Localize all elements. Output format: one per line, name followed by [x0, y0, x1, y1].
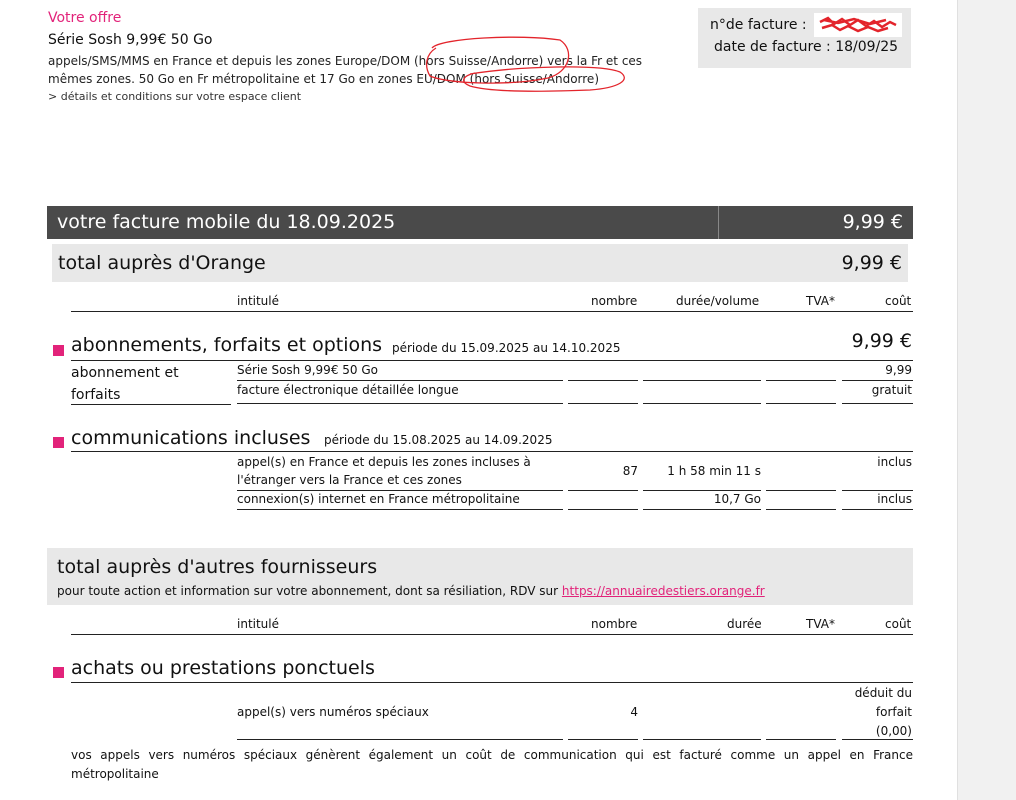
- other-providers-bar: [47, 548, 913, 605]
- row-line: [568, 490, 638, 491]
- row-cost: inclus: [877, 492, 912, 506]
- orange-total-amount: 9,99 €: [841, 252, 902, 274]
- communications-divider: [71, 451, 913, 452]
- row-line: [766, 380, 836, 381]
- col-count-header: nombre: [591, 617, 638, 631]
- row-line: [568, 380, 638, 381]
- communications-title: communications incluses: [71, 427, 311, 449]
- subscriptions-period: période du 15.09.2025 au 14.10.2025: [392, 341, 621, 355]
- row-line: [237, 509, 563, 510]
- row-cost: déduit du: [854, 686, 912, 700]
- invoice-date: date de facture : 18/09/25: [714, 39, 899, 55]
- col-duration-header: durée: [727, 617, 762, 631]
- other-providers-title: total auprès d'autres fournisseurs: [57, 556, 378, 578]
- row-line: [842, 403, 913, 404]
- purchases-divider: [71, 682, 913, 683]
- summary-total: 9,99 €: [842, 211, 903, 233]
- offer-name: Série Sosh 9,99€ 50 Go: [48, 32, 213, 48]
- row-label: connexion(s) internet en France métropolitaine: [237, 492, 520, 506]
- orange-total-bar: [52, 244, 908, 282]
- row-count: 4: [630, 705, 638, 719]
- section-marker-icon: [53, 345, 64, 356]
- offer-details-link[interactable]: > détails et conditions sur votre espace client: [48, 90, 302, 103]
- right-margin: [957, 0, 1016, 800]
- row-line: [842, 380, 913, 381]
- row-label: appel(s) en France et depuis les zones incluses à: [237, 455, 531, 469]
- subscriptions-divider: [71, 360, 913, 361]
- row-label: facture électronique détaillée longue: [237, 383, 459, 397]
- row-duration: 1 h 58 min 11 s: [667, 464, 761, 478]
- col-vat-header: TVA*: [806, 294, 835, 308]
- col-label-header: intitulé: [237, 294, 280, 308]
- row-line: [643, 403, 761, 404]
- col-duration-header: durée/volume: [676, 294, 760, 308]
- row-count: 87: [622, 464, 638, 478]
- row-line: [568, 403, 638, 404]
- row-line: [643, 380, 761, 381]
- row-line: [237, 490, 563, 491]
- col-count-header: nombre: [591, 294, 638, 308]
- row-line: [643, 509, 761, 510]
- offer-title: Votre offre: [48, 10, 122, 26]
- redacted-invoice-number: [814, 13, 902, 37]
- offer-description: appels/SMS/MMS en France et depuis les zones Europe/DOM (hors Suisse/Andorre) vers la Fr et ces mêmes zones. 50 Go en Fr métropolitaine et 17 Go en zones EU/DOM (hors Suisse/Andorre): [48, 54, 643, 86]
- row-line: [237, 403, 563, 404]
- header-divider: [71, 634, 913, 635]
- row-line: [643, 490, 761, 491]
- row-cost: gratuit: [871, 383, 912, 397]
- section-marker-icon: [53, 667, 64, 678]
- group-underline: [71, 404, 231, 405]
- section-marker-icon: [53, 437, 64, 448]
- col-vat-header: TVA*: [806, 617, 835, 631]
- row-line: [766, 403, 836, 404]
- header-divider: [71, 311, 913, 312]
- row-line: [237, 739, 563, 740]
- row-label: Série Sosh 9,99€ 50 Go: [237, 363, 378, 377]
- col-label-header: intitulé: [237, 617, 280, 631]
- subscriptions-amount: 9,99 €: [851, 330, 912, 352]
- row-line: [237, 380, 563, 381]
- invoice-summary-bar: [47, 206, 913, 239]
- row-label-cont: l'étranger vers la France et ces zones: [237, 473, 462, 487]
- other-providers-note: pour toute action et information sur votre abonnement, dont sa résiliation, RDV sur: [57, 584, 559, 598]
- row-line: [842, 739, 913, 740]
- summary-separator: [718, 206, 719, 239]
- row-duration: 10,7 Go: [713, 492, 761, 506]
- row-cost: inclus: [877, 455, 912, 469]
- row-line: [842, 509, 913, 510]
- subscriptions-group-label: abonnement et forfaits: [71, 365, 179, 403]
- row-line: [766, 739, 836, 740]
- row-line: [568, 739, 638, 740]
- row-cost: 9,99: [885, 363, 912, 377]
- row-line: [766, 490, 836, 491]
- row-line: [643, 739, 761, 740]
- row-line: [766, 509, 836, 510]
- purchases-title: achats ou prestations ponctuels: [71, 657, 375, 679]
- row-cost-cont: (0,00): [875, 724, 912, 738]
- col-cost-header: coût: [885, 617, 912, 631]
- communications-period: période du 15.08.2025 au 14.09.2025: [324, 433, 553, 447]
- invoice-number-label: n°de facture :: [710, 17, 807, 33]
- orange-total-title: total auprès d'Orange: [58, 252, 266, 274]
- redaction-scribble-icon: [818, 16, 898, 34]
- row-line: [568, 509, 638, 510]
- special-numbers-footnote: vos appels vers numéros spéciaux génèrent également un coût de communication qui est facturé comme un appel en France métropolitaine: [71, 748, 913, 781]
- other-providers-note-line: [57, 584, 765, 598]
- row-cost-cont: forfait: [875, 705, 912, 719]
- row-line: [842, 490, 913, 491]
- col-cost-header: coût: [885, 294, 912, 308]
- row-label: appel(s) vers numéros spéciaux: [237, 705, 429, 719]
- subscriptions-title: abonnements, forfaits et options: [71, 334, 383, 356]
- summary-title: votre facture mobile du 18.09.2025: [57, 211, 396, 233]
- invoice-info-box: [698, 8, 911, 68]
- annuaire-link[interactable]: https://annuairedestiers.orange.fr: [561, 584, 765, 598]
